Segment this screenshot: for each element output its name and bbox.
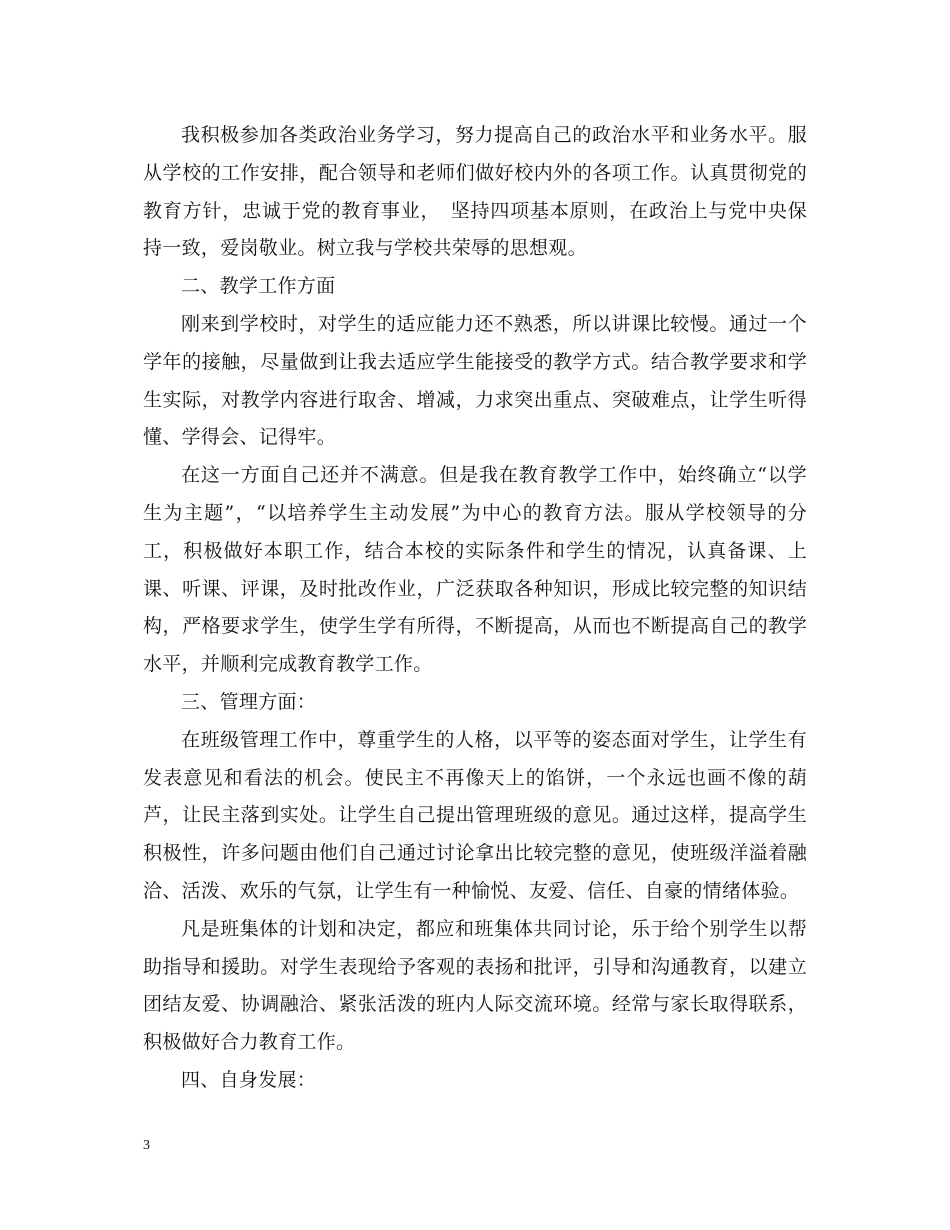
paragraph-class-management: 在班级管理工作中，尊重学生的人格，以平等的姿态面对学生，让学生有发表意见和看法的机会。使民主不再像天上的馅饼，一个永远也画不像的葫芦，让民主落到实处。让学生自己提出管理班级的意见。通过这样，提高学生积极性，许多问题由他们自己通过讨论拿出比较完整的意见，使班级洋溢着融洽、活泼、欢乐的气氛，让学生有一种愉悦、友爱、信任、自豪的情绪体验。 <box>143 728 807 902</box>
paragraph-class-collective: 凡是班集体的计划和决定，都应和班集体共同讨论，乐于给个别学生以帮助指导和援助。对学生表现给予客观的表扬和批评，引导和沟通教育，以建立团结友爱、协调融洽、紧张活泼的班内人际交流环境。经常与家长取得联系，积极做好合力教育工作。 <box>143 917 807 1054</box>
paragraph-political-study: 我积极参加各类政治业务学习，努力提高自己的政治水平和业务水平。服从学校的工作安排，配合领导和老师们做好校内外的各项工作。认真贯彻党的教育方针，忠诚于党的教育事业， 坚持四项基本原则，在政治上与党中央保持一致，爱岗敬业。树立我与学校共荣辱的思想观。 <box>143 124 807 260</box>
section-heading-self-development: 四、自身发展： <box>181 1068 317 1091</box>
document-body <box>143 117 807 1100</box>
section-heading-teaching: 二、教学工作方面 <box>181 275 336 298</box>
paragraph-teaching-method: 在这一方面自己还并不满意。但是我在教育教学工作中，始终确立“以学生为主题”，“以培养学生主动发展”为中心的教育方法。服从学校领导的分工，积极做好本职工作，结合本校的实际条件和学生的情况，认真备课、上课、听课、评课，及时批改作业，广泛获取各种知识，形成比较完整的知识结构，严格要求学生，使学生学有所得，不断提高，从而也不断提高自己的教学水平，并顺利完成教育教学工作。 <box>143 464 807 676</box>
page-number: 3 <box>143 1138 150 1153</box>
paragraph-teaching-adaptation: 刚来到学校时，对学生的适应能力还不熟悉，所以讲课比较慢。通过一个学年的接触，尽量做到让我去适应学生能接受的教学方式。结合教学要求和学生实际，对教学内容进行取舍、增减，力求突出重点、突破难点，让学生听得懂、学得会、记得牢。 <box>143 312 807 449</box>
section-heading-management: 三、管理方面： <box>181 690 317 713</box>
